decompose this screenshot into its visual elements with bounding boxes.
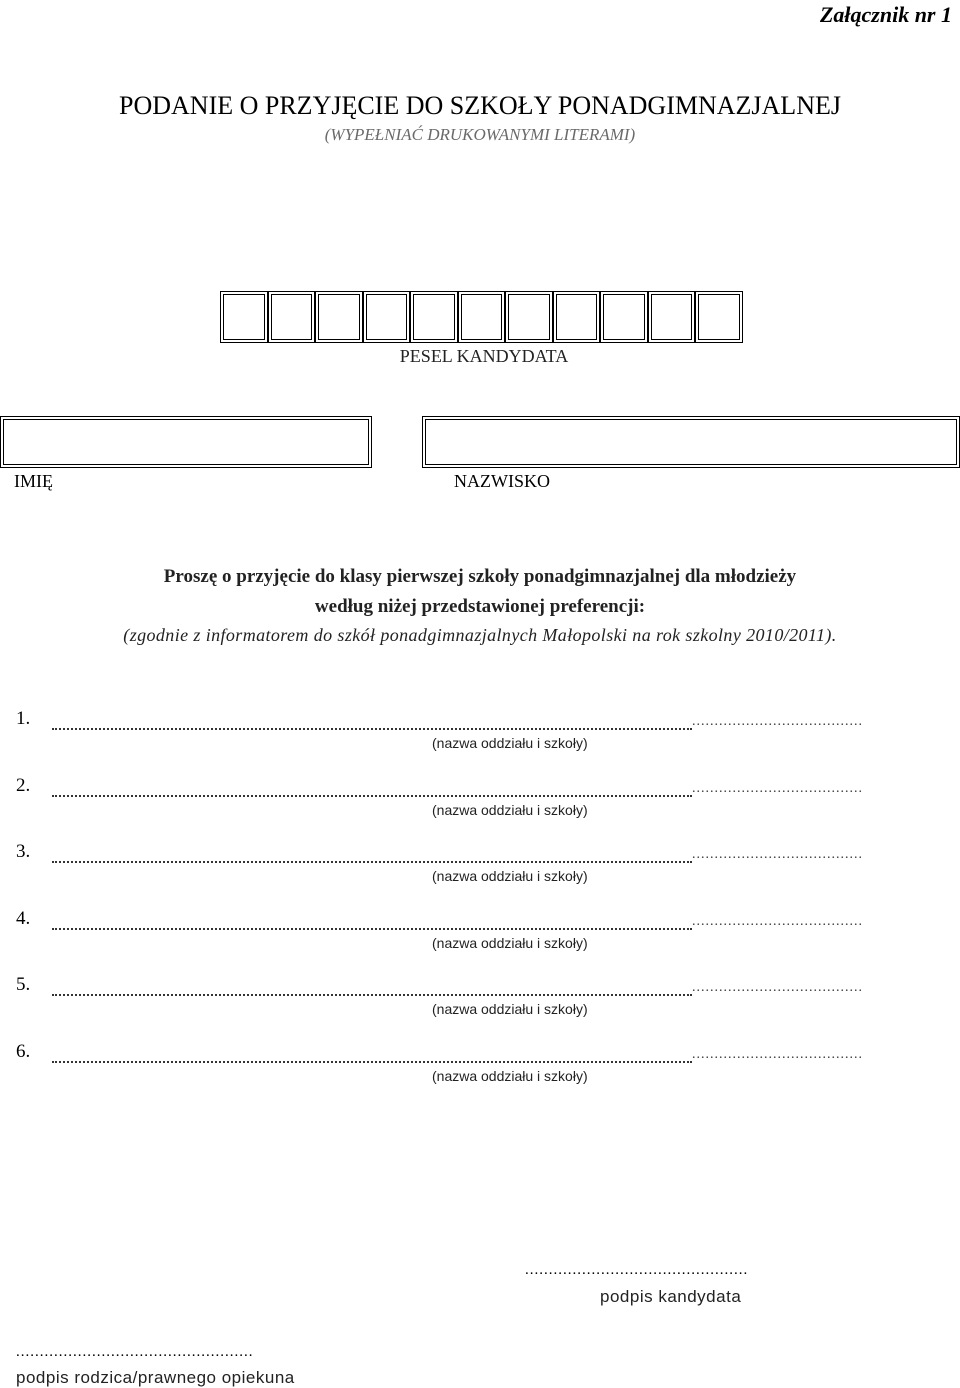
preference-input-line[interactable] — [52, 795, 692, 797]
request-text-line-2: według niżej przedstawionej preferencji: — [314, 596, 646, 617]
preference-caption: (nazwa oddziału i szkoły) — [432, 802, 588, 818]
preference-number: 1. — [16, 708, 31, 729]
annex-label: Załącznik nr 1 — [819, 2, 952, 27]
preference-input-line[interactable] — [52, 994, 692, 996]
preference-input-line[interactable] — [52, 928, 692, 930]
preference-caption: (nazwa oddziału i szkoły) — [432, 1068, 588, 1084]
pesel-digit-cell[interactable] — [695, 291, 743, 343]
preference-input-line[interactable] — [52, 861, 692, 863]
preference-caption: (nazwa oddziału i szkoły) — [432, 1001, 588, 1017]
pesel-digit-cell[interactable] — [600, 291, 648, 343]
preference-caption: (nazwa oddziału i szkoły) — [432, 735, 588, 751]
preference-caption: (nazwa oddziału i szkoły) — [432, 868, 588, 884]
last-name-field[interactable] — [422, 416, 960, 468]
pesel-digit-cell[interactable] — [363, 291, 411, 343]
preference-dotted-end: ...................................... — [692, 847, 863, 862]
pesel-digit-cell[interactable] — [315, 291, 363, 343]
preference-number: 3. — [16, 841, 31, 862]
preference-number: 6. — [16, 1041, 31, 1062]
preference-dotted-end: ...................................... — [692, 714, 863, 729]
preference-number: 4. — [16, 908, 31, 929]
preference-input-line[interactable] — [52, 1061, 692, 1063]
preference-dotted-end: ...................................... — [692, 980, 863, 995]
pesel-digit-cell[interactable] — [410, 291, 458, 343]
preference-dotted-end: ...................................... — [692, 781, 863, 796]
pesel-digit-cell[interactable] — [220, 291, 268, 343]
request-note: (zgodnie z informatorem do szkół ponadgimnazjalnych Małopolski na rok szkolny 2010/2011). — [123, 625, 837, 645]
candidate-signature-label: podpis kandydata — [600, 1287, 742, 1306]
pesel-digit-cell[interactable] — [505, 291, 553, 343]
preference-dotted-end: ...................................... — [692, 1047, 863, 1062]
preference-number: 5. — [16, 974, 31, 995]
pesel-digit-cell[interactable] — [458, 291, 506, 343]
pesel-digit-cell[interactable] — [648, 291, 696, 343]
form-title: PODANIE O PRZYJĘCIE DO SZKOŁY PONADGIMNAZJALNEJ — [119, 91, 841, 120]
preference-dotted-end: ...................................... — [692, 914, 863, 929]
candidate-signature-line[interactable]: ............................................... — [525, 1262, 749, 1278]
form-subtitle: (WYPEŁNIAĆ DRUKOWANYMI LITERAMI) — [324, 125, 636, 144]
pesel-digit-cell[interactable] — [553, 291, 601, 343]
pesel-input-group — [220, 291, 748, 345]
parent-signature-line[interactable]: .................................................. — [16, 1344, 254, 1360]
preference-caption: (nazwa oddziału i szkoły) — [432, 935, 588, 951]
last-name-label: NAZWISKO — [454, 471, 550, 491]
pesel-label: PESEL KANDYDATA — [399, 346, 569, 366]
parent-signature-label: podpis rodzica/prawnego opiekuna — [16, 1368, 295, 1387]
preference-input-line[interactable] — [52, 728, 692, 730]
first-name-field[interactable] — [0, 416, 372, 468]
request-text-line-1: Proszę o przyjęcie do klasy pierwszej szkoły ponadgimnazjalnej dla młodzieży — [163, 566, 797, 587]
pesel-digit-cell[interactable] — [268, 291, 316, 343]
preference-number: 2. — [16, 775, 31, 796]
first-name-label: IMIĘ — [14, 471, 53, 491]
